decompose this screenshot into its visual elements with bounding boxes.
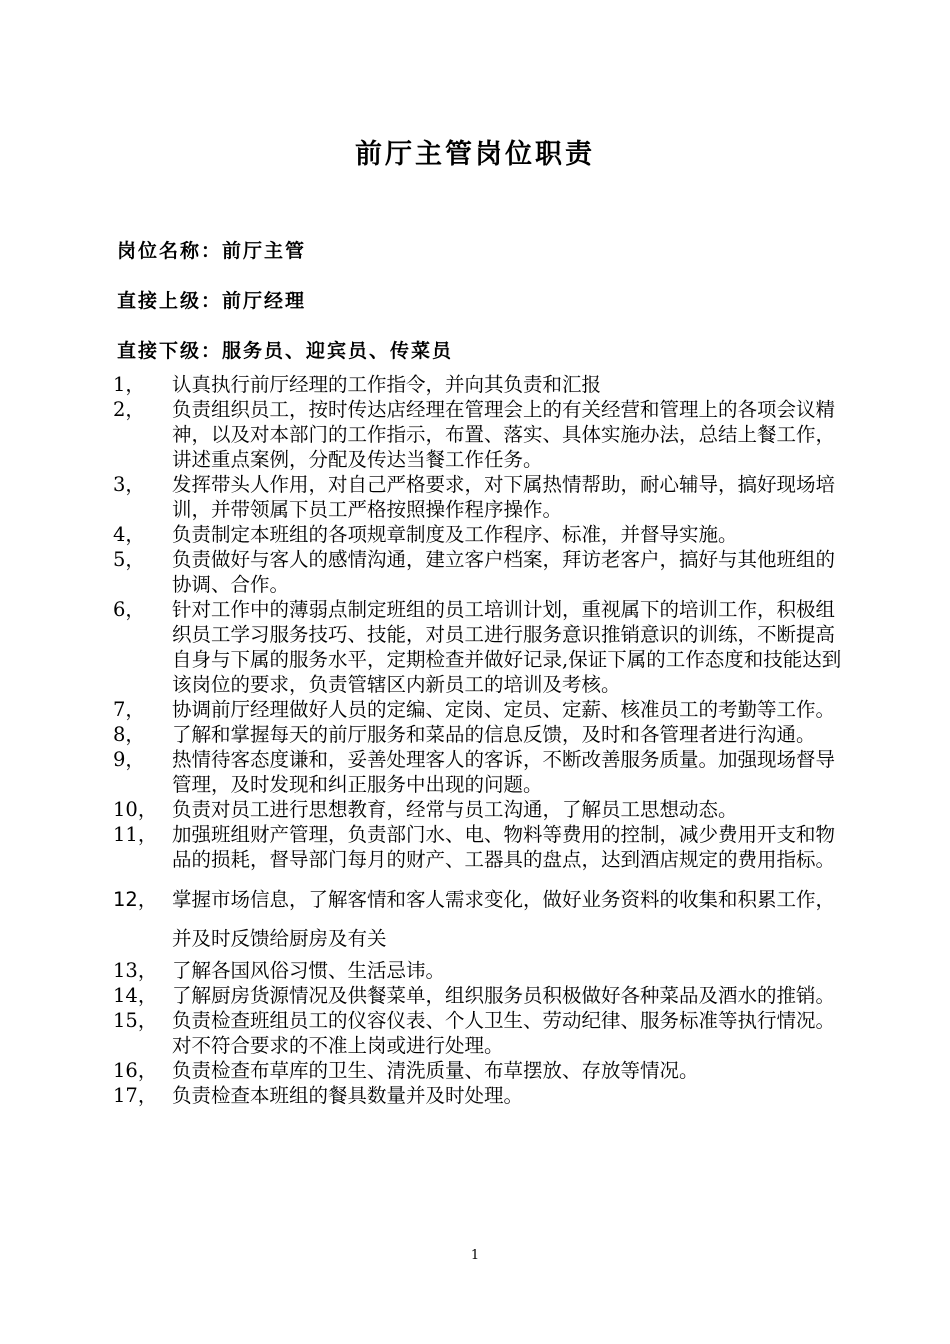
position-name: 岗位名称：前厅主管 bbox=[117, 240, 307, 262]
duty-number: 11， bbox=[113, 823, 158, 846]
duty-number: 3， bbox=[113, 473, 145, 496]
duty-text: 针对工作中的薄弱点制定班组的员工培训计划，重视属下的培训工作，积极组织员工学习服务技巧、技能，对员工进行服务意识推销意识的训练，不断提高自身与下属的服务水平，定期检查并做好记录,保证下属的工作态度和技能达到该岗位的要求，负责管辖区内新员工的培训及考核。 bbox=[172, 598, 842, 696]
direct-superior: 直接上级：前厅经理 bbox=[117, 290, 307, 312]
duty-item bbox=[113, 697, 853, 722]
duty-item bbox=[113, 722, 853, 747]
duty-item bbox=[113, 547, 853, 597]
duty-item bbox=[113, 958, 853, 983]
duty-text: 负责检查班组员工的仪容仪表、个人卫生、劳动纪律、服务标准等执行情况。对不符合要求的不准上岗或进行处理。 bbox=[172, 1009, 836, 1057]
duty-text: 加强班组财产管理，负责部门水、电、物料等费用的控制，减少费用开支和物品的损耗，督导部门每月的财产、工器具的盘点，达到酒店规定的费用指标。 bbox=[172, 823, 836, 871]
duty-item bbox=[113, 880, 853, 958]
duty-text: 负责检查布草库的卫生、清洗质量、布草摆放、存放等情况。 bbox=[172, 1059, 699, 1082]
duties-list bbox=[113, 372, 853, 1108]
page-number: 1 bbox=[470, 1248, 480, 1263]
duty-number: 4， bbox=[113, 523, 145, 546]
duty-item bbox=[113, 1083, 853, 1108]
duty-text: 了解各国风俗习惯、生活忌讳。 bbox=[172, 959, 446, 982]
duty-number: 13， bbox=[113, 959, 158, 982]
duty-text: 协调前厅经理做好人员的定编、定岗、定员、定薪、核准员工的考勤等工作。 bbox=[172, 698, 836, 721]
duty-text: 负责对员工进行思想教育，经常与员工沟通，了解员工思想动态。 bbox=[172, 798, 738, 821]
duty-text: 负责检查本班组的餐具数量并及时处理。 bbox=[172, 1084, 524, 1107]
duty-number: 15， bbox=[113, 1009, 158, 1032]
duty-item bbox=[113, 822, 853, 872]
duty-item bbox=[113, 597, 853, 697]
duty-item bbox=[113, 1008, 853, 1058]
duty-number: 16， bbox=[113, 1059, 158, 1082]
duty-text: 发挥带头人作用，对自己严格要求，对下属热情帮助，耐心辅导，搞好现场培训，并带领属下员工严格按照操作程序操作。 bbox=[172, 473, 836, 521]
duty-text: 负责制定本班组的各项规章制度及工作程序、标准，并督导实施。 bbox=[172, 523, 738, 546]
duty-number: 5， bbox=[113, 548, 145, 571]
duty-item bbox=[113, 372, 853, 397]
duty-number: 2， bbox=[113, 398, 145, 421]
duty-number: 6， bbox=[113, 598, 145, 621]
duty-text: 了解和掌握每天的前厅服务和菜品的信息反馈，及时和各管理者进行沟通。 bbox=[172, 723, 816, 746]
duty-text: 掌握市场信息，了解客情和客人需求变化，做好业务资料的收集和积累工作，并及时反馈给厨房及有关 bbox=[172, 888, 836, 950]
document-title: 前厅主管岗位职责 bbox=[355, 139, 595, 170]
duty-item bbox=[113, 1058, 853, 1083]
duty-item bbox=[113, 983, 853, 1008]
duty-number: 14， bbox=[113, 984, 158, 1007]
duty-number: 12， bbox=[113, 888, 158, 911]
duty-item bbox=[113, 522, 853, 547]
duty-number: 1， bbox=[113, 373, 145, 396]
duty-number: 17， bbox=[113, 1084, 158, 1107]
duty-item bbox=[113, 472, 853, 522]
duty-item bbox=[113, 397, 853, 472]
duty-text: 了解厨房货源情况及供餐菜单，组织服务员积极做好各种菜品及酒水的推销。 bbox=[172, 984, 836, 1007]
duty-item bbox=[113, 747, 853, 797]
duty-text: 认真执行前厅经理的工作指令，并向其负责和汇报 bbox=[172, 373, 602, 396]
duty-text: 负责做好与客人的感情沟通，建立客户档案，拜访老客户，搞好与其他班组的协调、合作。 bbox=[172, 548, 836, 596]
duty-number: 10， bbox=[113, 798, 158, 821]
duty-number: 9， bbox=[113, 748, 145, 771]
duty-text: 热情待客态度谦和，妥善处理客人的客诉，不断改善服务质量。加强现场督导管理，及时发现和纠正服务中出现的问题。 bbox=[172, 748, 836, 796]
duty-number: 8， bbox=[113, 723, 145, 746]
direct-subordinates: 直接下级：服务员、迎宾员、传菜员 bbox=[117, 340, 454, 362]
duty-item bbox=[113, 797, 853, 822]
duty-number: 7， bbox=[113, 698, 145, 721]
duty-text: 负责组织员工，按时传达店经理在管理会上的有关经营和管理上的各项会议精神，以及对本部门的工作指示，布置、落实、具体实施办法，总结上餐工作，讲述重点案例，分配及传达当餐工作任务。 bbox=[172, 398, 836, 471]
